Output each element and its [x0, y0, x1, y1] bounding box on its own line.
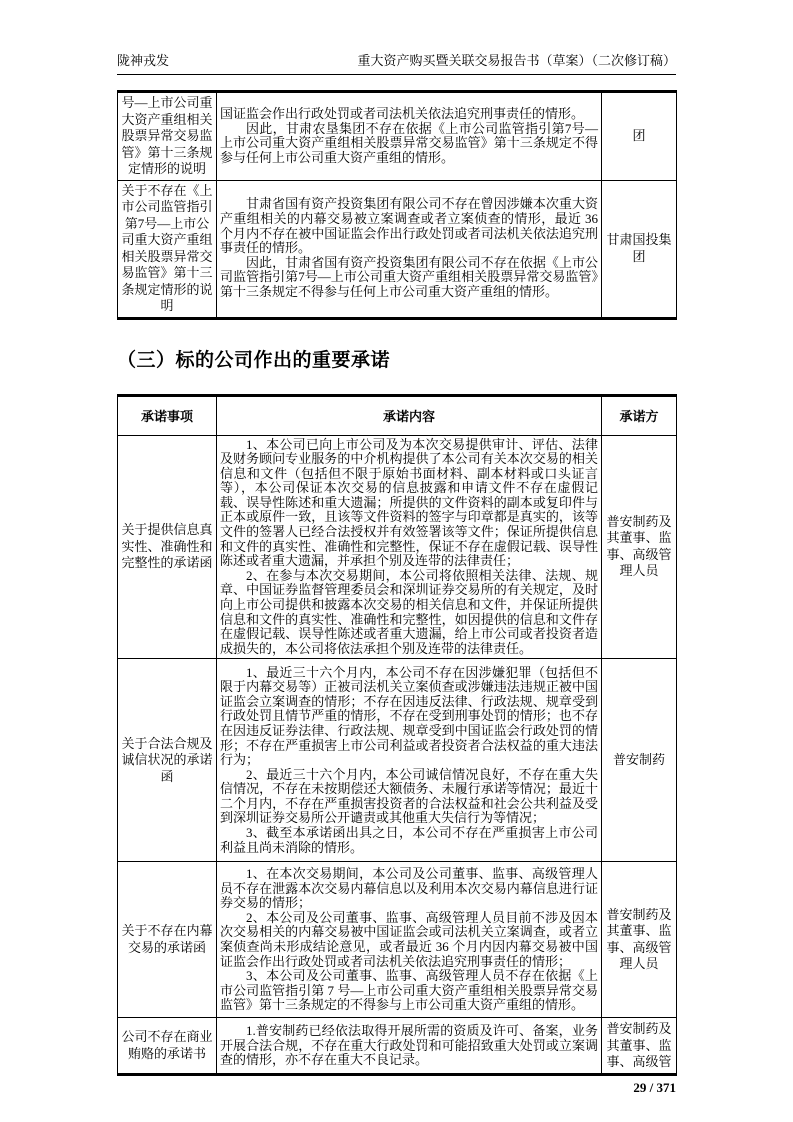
paragraph: 1、在本次交易期间，本公司及公司董事、监事、高级管理人员不存在泄露本次交易内幕信息以及利用本次交易内幕信息进行证券交易的情形； [220, 865, 598, 911]
paragraph: 因此，甘肃省国有资产投资集团有限公司不存在依据《上市公司监管指引第7号—上市公司重大资产重组相关股票异常交易监管》第十三条规定不得参与任何上市公司重大资产重组的情形。 [220, 254, 598, 299]
continuation-row [118, 92, 677, 181]
paragraph: 3、本公司及公司董事、监事、高级管理人员不存在依据《上市公司监管指引第 7 号—上市公司重大资产重组相关股票异常交易监管》第十三条规定的不得参与上市公司重大资产重组的情形。 [220, 968, 598, 1013]
commitments-table [117, 394, 677, 1077]
commitment-row [118, 435, 677, 659]
commitment-content-cell [217, 435, 602, 659]
section-heading: （三）标的公司作出的重要承诺 [117, 349, 391, 371]
commitment-content-cell [217, 659, 602, 862]
paragraph: 2、在参与本次交易期间，本公司将依照相关法律、法规、规章、中国证券监督管理委员会和深圳证券交易所的有关规定，及时向上市公司提供和披露本次交易的相关信息和文件，并保证所提供信息和文件的真实性、准确性和完整性，如因提供的信息和文件存在虚假记载、误导性陈述或者重大遗漏，给上市公司或者投资者造成损失的，本公司将依法承担个别及连带的法律责任。 [220, 567, 598, 656]
continuation-item-cell: 关于不存在《上市公司监管指引第7号—上市公司重大资产重组相关股票异常交易监管》第十三条规定情形的说明 [118, 180, 217, 318]
page-footer [117, 1080, 676, 1096]
commitment-row [118, 1018, 677, 1075]
column-header-party: 承诺方 [602, 395, 677, 435]
paragraph: 1、最近三十六个月内，本公司不存在因涉嫌犯罪（包括但不限于内幕交易等）正被司法机关立案侦查或涉嫌违法违规正被中国证监会立案调查的情形；不存在因违反法律、行政法规、规章受到行政处罚且情节严重的情形，不存在受到刑事处罚的情形；也不存在因违反证券法律、行政法规、规章受到中国证监会行政处罚的情形；不存在严重损害上市公司利益或者投资者合法权益的重大违法行为； [220, 664, 598, 768]
paragraph: 国证监会作出行政处罚或者司法机关依法追究刑事责任的情形。 [220, 106, 585, 122]
commitment-item-cell: 关于合法合规及诚信状况的承诺函 [118, 659, 217, 862]
commitment-row [118, 862, 677, 1018]
paragraph: 因此，甘肃农垦集团不存在依据《上市公司监管指引第7号—上市公司重大资产重组相关股票异常交易监管》第十三条规定不得参与任何上市公司重大资产重组的情形。 [220, 120, 598, 165]
commitment-party-cell: 普安制药及其董事、监事、高级管 [602, 1018, 677, 1075]
commitment-item-cell: 公司不存在商业贿赂的承诺书 [118, 1018, 217, 1075]
continuation-item-cell: 号—上市公司重大资产重组相关股票异常交易监管》第十三条规定情形的说明 [118, 92, 217, 181]
continuation-content-cell [217, 180, 602, 318]
column-header-content: 承诺内容 [217, 395, 602, 435]
continuation-row [118, 180, 677, 318]
paragraph: 2、本公司及公司董事、监事、高级管理人员目前不涉及因本次交易相关的内幕交易被中国证监会或司法机关立案调查，或者立案侦查尚未形成结论意见，或者最近 36 个月内因内幕交易被中国证监会作出行政处罚或者司法机关依法追究刑事责任的情形； [220, 909, 598, 969]
document-header [117, 50, 676, 75]
paragraph: 1、本公司已向上市公司及为本次交易提供审计、评估、法律及财务顾问专业服务的中介机构提供了本公司有关本次交易的相关信息和文件（包括但不限于原始书面材料、副本材料或口头证言等），本公司保证本次交易的信息披露和申请文件不存在虚假记载、误导性陈述和重大遗漏；所提供的文件资料的副本或复印件与正本或原件一致，且该等文件资料的签字与印章都是真实的，该等文件的签署人已经合法授权并有效签署该等文件；保证所提供信息和文件的真实性、准确性和完整性，保证不存在虚假记载、误导性陈述或者重大遗漏，并承担个别及连带的法律责任； [220, 436, 598, 569]
commitment-content-cell [217, 1018, 602, 1075]
paragraph: 3、截至本承诺函出具之日，本公司不存在严重损害上市公司利益且尚未消除的情形。 [220, 825, 598, 855]
header-company-name: 陇神戎发 [117, 53, 170, 68]
commitment-party-cell: 普安制药及其董事、监事、高级管理人员 [602, 435, 677, 659]
commitment-party-cell: 普安制药 [602, 659, 677, 862]
commitment-row [118, 659, 677, 862]
commitment-content-cell [217, 862, 602, 1018]
page-number: 29 / 371 [633, 1080, 676, 1096]
continuation-content-cell [217, 92, 602, 181]
paragraph: 1.普安制药已经依法取得开展所需的资质及许可、备案，业务开展合法合规，不存在重大行政处罚和可能招致重大处罚或立案调查的情形，亦不存在重大不良记录。 [220, 1023, 598, 1068]
commitments-table-header-row [118, 395, 677, 435]
paragraph: 甘肃省国有资产投资集团有限公司不存在曾因涉嫌本次重大资产重组相关的内幕交易被立案调查或者立案侦查的情形，最近 36 个月内不存在被中国证监会作出行政处罚或者司法机关依法追究刑事责任的情形。 [220, 196, 598, 256]
continuation-party-cell: 团 [602, 92, 677, 181]
header-document-title: 重大资产购买暨关联交易报告书（草案）（二次修订稿） [357, 53, 676, 68]
continuation-table [117, 90, 677, 320]
paragraph: 2、最近三十六个月内，本公司诚信情况良好，不存在重大失信情况，不存在未按期偿还大额债务、未履行承诺等情况；最近十二个月内，不存在严重损害投资者的合法权益和社会公共利益及受到深圳证券交易所公开谴责或其他重大失信行为等情况； [220, 766, 598, 826]
commitment-item-cell: 关于提供信息真实性、准确性和完整性的承诺函 [118, 435, 217, 659]
commitment-item-cell: 关于不存在内幕交易的承诺函 [118, 862, 217, 1018]
column-header-item: 承诺事项 [118, 395, 217, 435]
continuation-party-cell: 甘肃国投集团 [602, 180, 677, 318]
commitment-party-cell: 普安制药及其董事、监事、高级管理人员 [602, 862, 677, 1018]
